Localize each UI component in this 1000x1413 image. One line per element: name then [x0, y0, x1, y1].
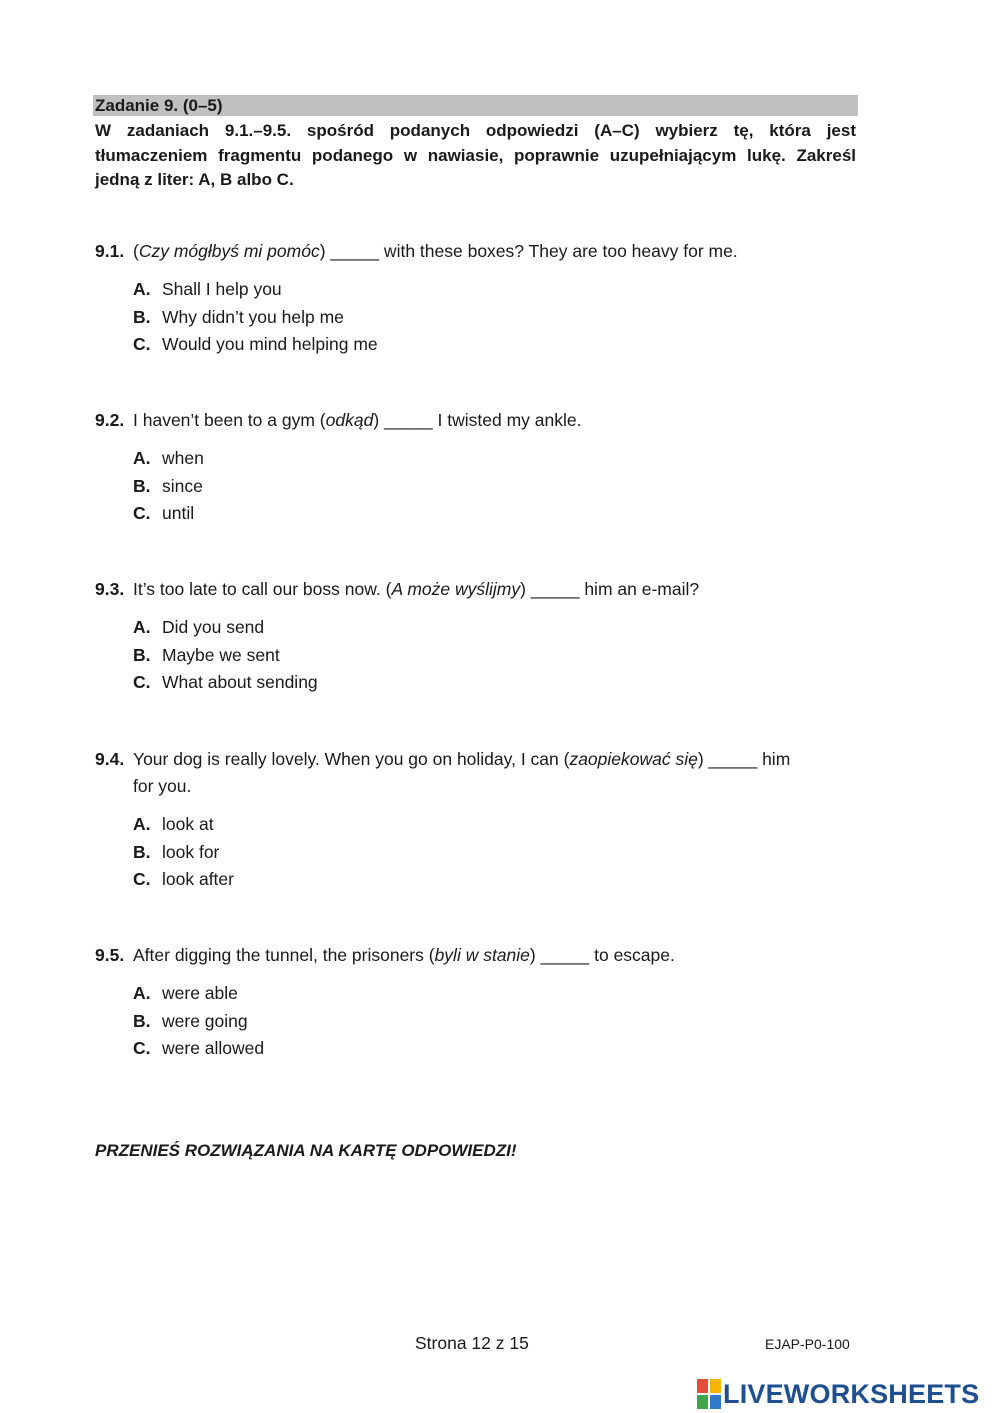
question-9-4 — [95, 746, 855, 894]
polish-hint: Czy mógłbyś mi pomóc — [138, 241, 320, 261]
question-number: 9.4. — [95, 749, 125, 769]
polish-hint: byli w stanie — [434, 945, 530, 965]
question-9-2 — [95, 407, 855, 528]
polish-hint: zaopiekować się — [569, 749, 698, 769]
brand-name: LIVEWORKSHEETS — [723, 1379, 980, 1409]
liveworksheets-brand[interactable] — [697, 1377, 997, 1411]
answer-options — [95, 614, 855, 697]
document-code: EJAP-P0-100 — [765, 1336, 850, 1352]
question-number: 9.3. — [95, 579, 125, 599]
closing-instruction: PRZENIEŚ ROZWIĄZANIA NA KARTĘ ODPOWIEDZI! — [95, 1141, 517, 1160]
liveworksheets-logo-icon — [697, 1379, 721, 1409]
polish-hint: odkąd — [325, 410, 374, 430]
option-a[interactable]: A. look at — [133, 814, 214, 834]
question-text: (Czy mógłbyś mi pomóc) _____ with these boxes? They are too heavy for me. — [133, 241, 738, 261]
answer-options — [95, 980, 855, 1063]
polish-hint: A może wyślijmy — [391, 579, 521, 599]
option-c[interactable]: C. were allowed — [133, 1038, 265, 1058]
option-b[interactable]: B. Maybe we sent — [133, 644, 280, 665]
task-header — [93, 95, 858, 116]
question-text: I haven’t been to a gym (odkąd) _____ I twisted my ankle. — [133, 410, 582, 430]
question-number: 9.1. — [95, 241, 125, 261]
option-b[interactable]: B. since — [133, 475, 203, 496]
answer-options — [95, 276, 855, 359]
question-number: 9.5. — [95, 945, 125, 965]
option-c[interactable]: C. What about sending — [133, 672, 318, 692]
option-a[interactable]: A. when — [133, 448, 204, 468]
page-number: Strona 12 z 15 — [415, 1333, 529, 1353]
question-9-1 — [95, 238, 855, 359]
answer-options — [95, 811, 855, 894]
option-a[interactable]: A. Shall I help you — [133, 279, 282, 299]
question-9-3 — [95, 576, 855, 697]
option-b[interactable]: B. look for — [133, 841, 220, 862]
question-text: After digging the tunnel, the prisoners (byli w stanie) _____ to escape. — [133, 945, 675, 965]
option-b[interactable]: B. Why didn’t you help me — [133, 306, 344, 327]
question-9-5 — [95, 942, 855, 1063]
task-title: Zadanie 9. (0–5) — [95, 96, 223, 115]
option-a[interactable]: A. were able — [133, 983, 238, 1003]
option-c[interactable]: C. Would you mind helping me — [133, 334, 378, 354]
question-text-continuation: for you. — [133, 776, 192, 796]
option-c[interactable]: C. look after — [133, 869, 234, 889]
option-a[interactable]: A. Did you send — [133, 617, 265, 637]
question-number: 9.2. — [95, 410, 125, 430]
task-instruction: W zadaniach 9.1.–9.5. spośród podanych odpowiedzi (A–C) wybierz tę, która jest tłumaczeniem fragmentu podanego w nawiasie, poprawnie uzupełniającym lukę. Zakreśl jedną z liter: A, B albo C. — [95, 121, 856, 189]
question-text: Your dog is really lovely. When you go on holiday, I can (zaopiekować się) _____ him — [133, 749, 791, 769]
question-text: It’s too late to call our boss now. (A może wyślijmy) _____ him an e-mail? — [133, 579, 700, 599]
option-c[interactable]: C. until — [133, 503, 195, 523]
answer-options — [95, 445, 855, 528]
option-b[interactable]: B. were going — [133, 1010, 248, 1031]
